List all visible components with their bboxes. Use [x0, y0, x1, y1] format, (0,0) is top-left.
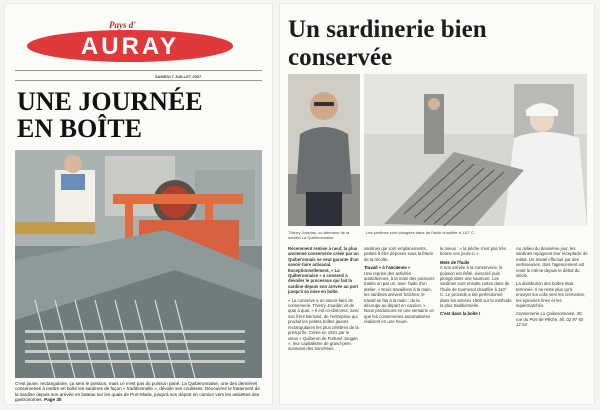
- masthead: [27, 18, 233, 62]
- article-col2-text2: Une reprise des activités quotidiennes, à la main des poissons traités un par un, avec l'aide d'un atelier. « Nous travaillons à la main, les sardines arrivent fraîches, le travail se fait à la main ; de la découpe au départ en camion. » Nous produisons en une semaine ce que les conserveries automatisées réalisent en une heure.: [364, 270, 435, 325]
- right-newspaper-page: [280, 4, 594, 404]
- article-column-2: [364, 246, 436, 402]
- article-col2-text1: sardines qui sont emplacements, petites à être déposés sous la friture de la récolte.: [364, 246, 434, 262]
- page-reference: Page 30: [44, 397, 62, 403]
- masthead-pays: Pays d': [109, 20, 136, 30]
- article-column-1: [288, 246, 360, 402]
- cannery-photo-scene: [15, 150, 262, 378]
- subheading-boite: C'est dans la boîte !: [440, 311, 481, 317]
- cannery-photo: [15, 150, 262, 378]
- article-col1-body: « La conserve a un savoir-faire de conserverie, Thierry Jourdan vit de quai à quai. » Il est co-directeur, avec son frère Bernard, de l'entreprise qui produit les petites boîtes jaunes rectangulaires les plus célèbres de la presqu'île. Créée en 1921 par le vieux « Quiberon de Fortuné Jougan », leur capitalisme de grand-père, survivant des tranchées.: [288, 297, 360, 352]
- article-col4-text1: Au milieu du deuxième jour, les sardines rejoignent leur réceptacle de métal. Un travail effectué par des sertisseuses, dont l'agencement est resté le même depuis le début du siècle.: [516, 246, 588, 279]
- masthead-title: AURAY: [80, 33, 180, 60]
- dateline-rule: [15, 80, 262, 81]
- dateline: SAMEDI 7 JUILLET 2007: [155, 74, 202, 79]
- article-col3-text2: À son arrivée à la conserverie, le poisson est étêté, éviscéré puis plongé dans une saumure. Les sardines sont ensuite cuites dans de l'huile de tournesol chauffée à 110° C. Le procédé a été perfectionné dans les années 1900 sur la méthode la plus traditionnelle.: [440, 265, 512, 309]
- portrait-photo: [288, 74, 360, 226]
- production-line-photo: [364, 74, 587, 226]
- contact-info: Conserverie La Quiberonnaise, 30, rue du Port-de-Pêche, tél. 02 97 50 12 54: [516, 311, 584, 328]
- production-line-caption: Les sardines sont plongées dans de l'huile chauffée à 110° C.: [366, 230, 476, 235]
- production-line-scene: [364, 74, 587, 226]
- top-rule: [15, 70, 262, 71]
- portrait-photo-scene: [288, 74, 360, 226]
- portrait-caption: Thierry Jourdan, co-directeur de la société La Quiberonnaise.: [288, 230, 350, 240]
- article-column-4: [516, 246, 588, 402]
- subheading-travail: Travail « à l'ancienne »: [364, 265, 411, 271]
- article-col3-text1: le mieux : « la pêche n'est pas très bonne ces jours-ci ».: [440, 246, 507, 257]
- article-headline: Un sardinerie bien conservée: [288, 16, 487, 71]
- page-headline: UNE JOURNÉE EN BOÎTE: [17, 87, 203, 143]
- article-col4-text2: La distribution des boîtes était terminée. Il ne reste plus qu'à envoyer les colis vers les crémeries, les épiceries fines et les supermarchés.: [516, 281, 586, 309]
- article-lead: Récemment remise à neuf, la plus ancienne conserverie créée par un Quiberonnais se veut garante d'un savoir-faire artisanal. Exceptionnellement, « La Quiberonnaise » a consenti à dévoiler le processus qui fait la sardine depuis son arrivée au port jusqu'à sa mise en boîte.: [288, 246, 359, 295]
- article-column-3: [440, 246, 512, 402]
- photo-caption-text: C'est jaune, rectangulaire, ça sent le poisson, mais ce n'est pas du poisson pané. La Quiberonnaise, une des dernières conserveries à mettre en boîte les sardines de façon « traditionnelle », dévoile ses coulisses. Découvrez le traitement de la sardine depuis son arrivée en bateau sur les quais de Port-Maria, jusqu'à son départ en camion vers les assiettes des gastronomes.: [15, 381, 260, 403]
- photo-caption: [15, 381, 262, 403]
- subheading-huile: Mets de l'huile: [440, 259, 470, 265]
- left-newspaper-page: [5, 4, 272, 404]
